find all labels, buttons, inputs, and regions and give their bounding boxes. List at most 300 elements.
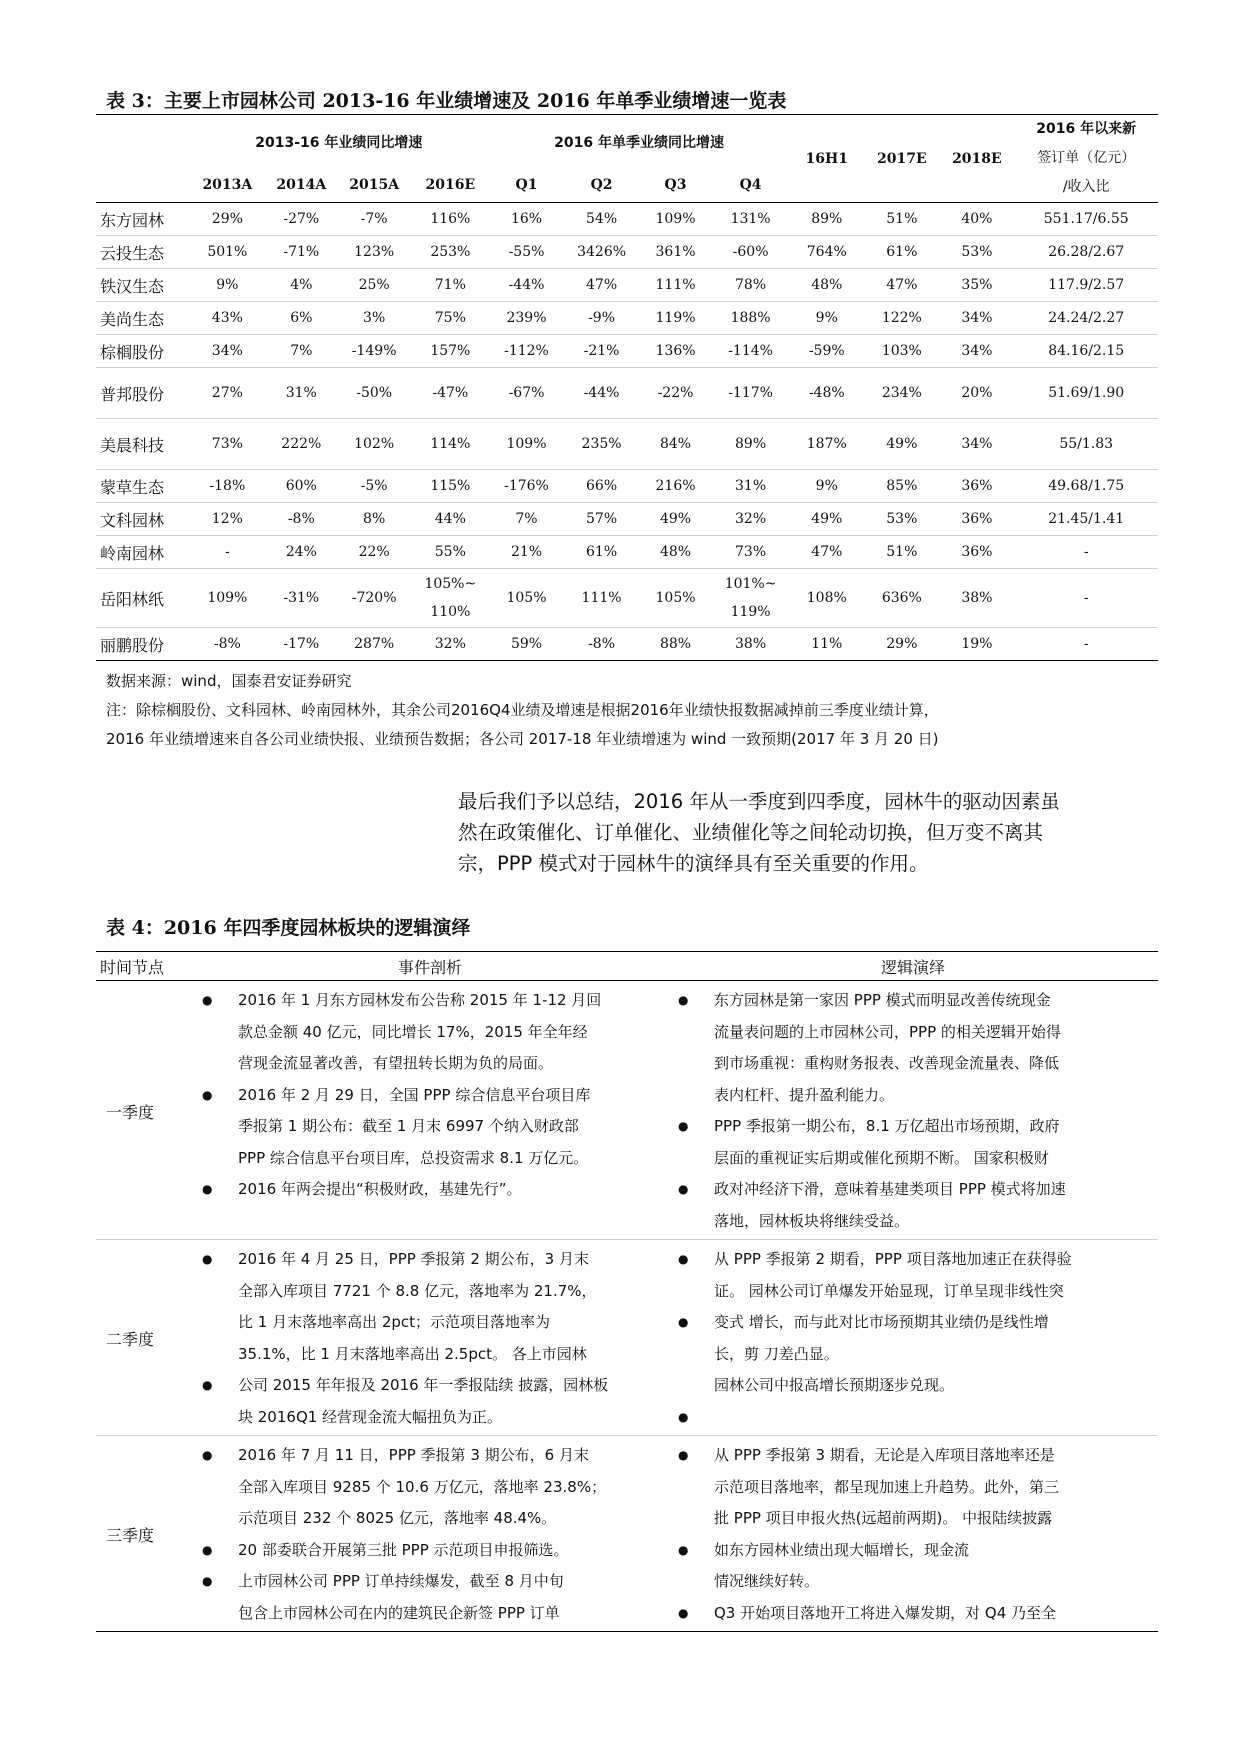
table-cell: -114% (712, 335, 789, 368)
list-item-text: 证。 园林公司订单爆发开始显现，订单呈现非线性突 (714, 1281, 1064, 1300)
table-cell: -21% (564, 335, 639, 368)
list-item (192, 1535, 668, 1567)
table-cell: 34% (189, 335, 266, 368)
table-row (96, 203, 1158, 236)
bullet-icon: ● (678, 1182, 689, 1196)
list-item (668, 1370, 1158, 1402)
table-cell: 60% (266, 470, 337, 503)
header-quarter-group: 2016 年单季业绩同比增速 (489, 115, 789, 169)
table-cell: 25% (337, 269, 412, 302)
list-item (668, 1080, 1158, 1112)
header-2013a: 2013A (189, 169, 266, 203)
table-cell: 48% (639, 536, 712, 569)
list-item-text: 2016 年 1 月东方园林发布公告称 2015 年 1-12 月回 (238, 991, 602, 1009)
header-events: 事件剖析 (192, 952, 668, 981)
list-item (668, 1472, 1158, 1504)
company-name: 棕榈股份 (96, 335, 189, 368)
list-item-text: 营现金流显著改善，有望扭转长期为负的局面。 (238, 1054, 554, 1072)
bullet-list (668, 1244, 1158, 1433)
table-row (96, 981, 1158, 1240)
table-cell (712, 569, 789, 628)
table-cell: 38% (712, 628, 789, 661)
list-item (192, 1174, 668, 1206)
table-cell: 187% (789, 419, 864, 470)
table-cell: 3% (337, 302, 412, 335)
table4 (96, 951, 1158, 1632)
list-item-text: 款总金额 40 亿元，同比增长 17%，2015 年全年经 (238, 1022, 588, 1041)
table-cell (412, 569, 489, 628)
table-row (96, 419, 1158, 470)
table-cell: 109% (489, 419, 564, 470)
table-cell: - (1014, 628, 1158, 661)
list-item-text: 政对冲经济下滑，意味着基建类项目 PPP 模式将加速 (714, 1180, 1066, 1198)
list-item-text: 2016 年 4 月 25 日，PPP 季报第 2 期公布，3 月末 (238, 1250, 589, 1268)
table-cell: -60% (712, 236, 789, 269)
table-cell-line: 119% (730, 604, 771, 620)
table-cell: 38% (939, 569, 1014, 628)
table-cell: 4% (266, 269, 337, 302)
list-item-text: 到市场重视：重构财务报表、改善现金流量表、降低 (714, 1054, 1060, 1072)
list-item-text: 层面的重视证实后期或催化预期不断。 国家积极财 (714, 1148, 1049, 1167)
table-cell: 20% (939, 368, 1014, 419)
table-cell: 131% (712, 203, 789, 236)
table-cell: 51.69/1.90 (1014, 368, 1158, 419)
list-item-text: 块 2016Q1 经营现金流大幅扭负为正。 (238, 1407, 503, 1426)
table-row (96, 269, 1158, 302)
list-item (192, 1370, 668, 1402)
table-cell: 3426% (564, 236, 639, 269)
table-cell: 31% (712, 470, 789, 503)
list-item-text: 落地，园林板块将继续受益。 (714, 1211, 910, 1230)
table-cell: -27% (266, 203, 337, 236)
list-item (192, 1276, 668, 1308)
table-cell: 6% (266, 302, 337, 335)
table-cell: -176% (489, 470, 564, 503)
events-cell (192, 1240, 668, 1436)
table-cell: 115% (412, 470, 489, 503)
table-cell: - (1014, 536, 1158, 569)
table-cell: 188% (712, 302, 789, 335)
list-item (192, 1440, 668, 1472)
table-cell: 36% (939, 536, 1014, 569)
table-cell: - (189, 536, 266, 569)
table-cell: 22% (337, 536, 412, 569)
table-cell: 9% (789, 302, 864, 335)
table-cell: 53% (939, 236, 1014, 269)
table-cell: 55/1.83 (1014, 419, 1158, 470)
list-item (668, 1276, 1158, 1308)
list-item (192, 985, 668, 1017)
list-item-text: 流量表问题的上市园林公司，PPP 的相关逻辑开始得 (714, 1022, 1061, 1041)
list-item-text: 季报第 1 期公布：截至 1 月末 6997 个纳入财政部 (238, 1117, 579, 1135)
table-cell: 24% (266, 536, 337, 569)
table-cell: 114% (412, 419, 489, 470)
table-cell: 109% (189, 569, 266, 628)
table-row (96, 368, 1158, 419)
table-cell: 157% (412, 335, 489, 368)
list-item-text: 东方园林是第一家因 PPP 模式而明显改善传统现金 (714, 991, 1051, 1009)
table-cell: 53% (864, 503, 939, 536)
table-cell-line: 105%~ (424, 576, 477, 592)
bullet-list (668, 1440, 1158, 1629)
summary-paragraph (458, 786, 1158, 879)
table-cell: 78% (712, 269, 789, 302)
table-cell: -71% (266, 236, 337, 269)
header-2017e: 2017E (864, 115, 939, 203)
table-cell: 89% (789, 203, 864, 236)
header-orders-line2: 签订单（亿元） (1037, 150, 1136, 166)
header-logic: 逻辑演绎 (668, 952, 1158, 981)
company-name: 岳阳林纸 (96, 569, 189, 628)
list-item-text: 示范项目 232 个 8025 亿元，落地率 48.4%。 (238, 1509, 557, 1527)
table-cell: 9% (789, 470, 864, 503)
logic-cell (668, 1436, 1158, 1632)
table-cell: 287% (337, 628, 412, 661)
bullet-list (192, 1244, 668, 1433)
table-cell: 75% (412, 302, 489, 335)
company-name: 丽鹏股份 (96, 628, 189, 661)
company-name: 铁汉生态 (96, 269, 189, 302)
source-note: 数据来源：wind，国泰君安证券研究 (106, 672, 352, 690)
list-item (192, 1402, 668, 1434)
bullet-icon: ● (202, 1574, 213, 1588)
table-cell: 43% (189, 302, 266, 335)
list-item (668, 1244, 1158, 1276)
table-cell: -22% (639, 368, 712, 419)
table-cell: 55% (412, 536, 489, 569)
table-cell: 84.16/2.15 (1014, 335, 1158, 368)
company-name: 美晨科技 (96, 419, 189, 470)
table-cell: -8% (189, 628, 266, 661)
list-item (192, 1143, 668, 1175)
table-cell: 109% (639, 203, 712, 236)
list-item (668, 1503, 1158, 1535)
list-item-text: 全部入库项目 7721 个 8.8 亿元，落地率为 21.7%， (238, 1281, 597, 1300)
list-item (668, 1402, 1158, 1434)
table-cell: 88% (639, 628, 712, 661)
list-item (192, 1048, 668, 1080)
table-cell: 51% (864, 536, 939, 569)
list-item (668, 1566, 1158, 1598)
header-orders (1014, 115, 1158, 203)
company-name: 蒙草生态 (96, 470, 189, 503)
list-item (668, 1535, 1158, 1567)
table-cell: 8% (337, 503, 412, 536)
table-cell: 29% (189, 203, 266, 236)
table4-caption: 表 4：2016 年四季度园林板块的逻辑演绎 (106, 917, 471, 939)
logic-cell (668, 1240, 1158, 1436)
table-cell: 61% (864, 236, 939, 269)
table-cell: 47% (564, 269, 639, 302)
list-item-text: 全部入库项目 9285 个 10.6 万亿元，落地率 23.8%； (238, 1477, 607, 1496)
bullet-list (192, 1440, 668, 1629)
table-cell: -8% (266, 503, 337, 536)
table-row (96, 503, 1158, 536)
table-cell: 49.68/1.75 (1014, 470, 1158, 503)
company-name: 文科园林 (96, 503, 189, 536)
list-item (192, 1472, 668, 1504)
table-cell: 111% (639, 269, 712, 302)
table3-body (96, 203, 1158, 661)
table-cell: -48% (789, 368, 864, 419)
table-cell: 47% (864, 269, 939, 302)
header-q1: Q1 (489, 169, 564, 203)
list-item-text: 2016 年 2 月 29 日，全国 PPP 综合信息平台项目库 (238, 1085, 591, 1104)
table-cell: - (1014, 569, 1158, 628)
table-cell: 123% (337, 236, 412, 269)
list-item-text: 情况继续好转。 (714, 1572, 820, 1590)
table-row (96, 470, 1158, 503)
table-cell: 16% (489, 203, 564, 236)
list-item-text: 35.1%，比 1 月末落地率高出 2.5pct。 各上市园林 (238, 1344, 587, 1363)
company-name: 岭南园林 (96, 536, 189, 569)
table-cell: 21% (489, 536, 564, 569)
list-item-text: 批 PPP 项目申报火热(远超前两期)。 中报陆续披露 (714, 1509, 1053, 1527)
header-annual-group: 2013-16 年业绩同比增速 (189, 115, 489, 169)
list-item (668, 1017, 1158, 1049)
header-orders-line1: 2016 年以来新 (1036, 121, 1137, 137)
table-cell: -8% (564, 628, 639, 661)
header-q2: Q2 (564, 169, 639, 203)
table-cell: -55% (489, 236, 564, 269)
table-cell: -44% (489, 269, 564, 302)
bullet-icon: ● (678, 1252, 689, 1266)
header-time: 时间节点 (96, 952, 192, 981)
table-cell: -47% (412, 368, 489, 419)
table-cell: 7% (489, 503, 564, 536)
list-item (192, 1339, 668, 1371)
table-cell: 31% (266, 368, 337, 419)
table-cell: 44% (412, 503, 489, 536)
table-cell: 40% (939, 203, 1014, 236)
header-2016e: 2016E (412, 169, 489, 203)
table-cell: 59% (489, 628, 564, 661)
bullet-icon: ● (678, 1605, 689, 1620)
bullet-icon: ● (202, 1252, 213, 1266)
quarter-label: 三季度 (96, 1436, 192, 1632)
list-item-text: 表内杠杆、提升盈利能力。 (714, 1085, 895, 1104)
table3 (96, 114, 1158, 661)
table4-body (96, 981, 1158, 1632)
company-name: 云投生态 (96, 236, 189, 269)
table-cell: 73% (189, 419, 266, 470)
table-cell: 253% (412, 236, 489, 269)
table-cell: 49% (789, 503, 864, 536)
list-item-text: 从 PPP 季报第 2 期看，PPP 项目落地加速正在获得验 (714, 1250, 1072, 1268)
table-row (96, 302, 1158, 335)
table-cell-line: 101%~ (724, 576, 777, 592)
table-cell: -9% (564, 302, 639, 335)
bullet-icon: ● (678, 993, 689, 1007)
events-cell (192, 1436, 668, 1632)
header-q3: Q3 (639, 169, 712, 203)
list-item (668, 1143, 1158, 1175)
list-item-text: 上市园林公司 PPP 订单持续爆发，截至 8 月中旬 (238, 1572, 564, 1590)
list-item-text: 从 PPP 季报第 3 期看，无论是入库项目落地率还是 (714, 1446, 1055, 1464)
table-cell: 235% (564, 419, 639, 470)
list-item (668, 1307, 1158, 1339)
table-cell: 764% (789, 236, 864, 269)
table-cell: -44% (564, 368, 639, 419)
list-item (192, 1566, 668, 1598)
table3-corner (96, 115, 189, 203)
table-cell: 551.17/6.55 (1014, 203, 1158, 236)
list-item (668, 1339, 1158, 1371)
table-cell: 105% (489, 569, 564, 628)
table-cell: 35% (939, 269, 1014, 302)
bullet-list (192, 985, 668, 1206)
table-cell: 71% (412, 269, 489, 302)
bullet-icon: ● (678, 1409, 689, 1424)
table-cell: 49% (639, 503, 712, 536)
table-cell: 105% (639, 569, 712, 628)
table-cell: -117% (712, 368, 789, 419)
bullet-icon: ● (678, 1542, 689, 1557)
list-item-text: 长，剪 刀差凸显。 (714, 1344, 839, 1363)
table3-notes (106, 667, 939, 754)
header-16h1: 16H1 (789, 115, 864, 203)
table-cell: 7% (266, 335, 337, 368)
bullet-icon: ● (678, 1448, 689, 1462)
header-2018e: 2018E (939, 115, 1014, 203)
footnote-line-1: 注：除棕榈股份、文科园林、岭南园林外，其余公司2016Q4业绩及增速是根据2016年业绩快报数据减掉前三季度业绩计算， (106, 701, 939, 719)
table-cell: -50% (337, 368, 412, 419)
header-q4: Q4 (712, 169, 789, 203)
footnote-line-2: 2016 年业绩增速来自各公司业绩快报、业绩预告数据；各公司 2017-18 年业绩增速为 wind 一致预期(2017 年 3 月 20 日) (106, 730, 939, 748)
quarter-label: 二季度 (96, 1240, 192, 1436)
list-item (668, 1048, 1158, 1080)
list-item-text: 如东方园林业绩出现大幅增长，现金流 (714, 1540, 970, 1559)
table-cell: 34% (939, 302, 1014, 335)
table-cell: 29% (864, 628, 939, 661)
table-cell: 102% (337, 419, 412, 470)
list-item (668, 1598, 1158, 1630)
table-cell: 122% (864, 302, 939, 335)
bullet-icon: ● (202, 993, 213, 1007)
table-row (96, 536, 1158, 569)
table-cell: 108% (789, 569, 864, 628)
table-cell: 12% (189, 503, 266, 536)
table-cell: 54% (564, 203, 639, 236)
table-cell: 85% (864, 470, 939, 503)
table-cell: 47% (789, 536, 864, 569)
events-cell (192, 981, 668, 1240)
table-cell: 216% (639, 470, 712, 503)
summary-line-1: 最后我们予以总结，2016 年从一季度到四季度，园林牛的驱动因素虽 (458, 790, 1060, 813)
table-cell: 34% (939, 335, 1014, 368)
header-2015a: 2015A (337, 169, 412, 203)
list-item (668, 1440, 1158, 1472)
table-row (96, 1240, 1158, 1436)
table-row (96, 569, 1158, 628)
table-cell: -112% (489, 335, 564, 368)
company-name: 东方园林 (96, 203, 189, 236)
list-item (192, 1503, 668, 1535)
table-row (96, 1436, 1158, 1632)
table-cell: 636% (864, 569, 939, 628)
table-cell: 117.9/2.57 (1014, 269, 1158, 302)
list-item-text: 2016 年两会提出“积极财政，基建先行”。 (238, 1180, 522, 1198)
table-cell: 11% (789, 628, 864, 661)
list-item (668, 1111, 1158, 1143)
table-cell: -7% (337, 203, 412, 236)
table-cell: 84% (639, 419, 712, 470)
table-cell: 36% (939, 470, 1014, 503)
table-cell: 361% (639, 236, 712, 269)
list-item-text: 包含上市园林公司在内的建筑民企新签 PPP 订单 (238, 1603, 560, 1622)
bullet-icon: ● (678, 1119, 689, 1133)
bullet-list (668, 985, 1158, 1237)
list-item-text: 20 部委联合开展第三批 PPP 示范项目申报筛选。 (238, 1540, 569, 1559)
table-cell: -18% (189, 470, 266, 503)
table-cell: 103% (864, 335, 939, 368)
table-cell: 57% (564, 503, 639, 536)
list-item (192, 1080, 668, 1112)
table-cell: -720% (337, 569, 412, 628)
table-cell: -149% (337, 335, 412, 368)
table-cell: 116% (412, 203, 489, 236)
list-item (192, 1307, 668, 1339)
table-cell: -31% (266, 569, 337, 628)
list-item-text: 示范项目落地率，都呈现加速上升趋势。此外，第三 (714, 1477, 1060, 1496)
list-item-text: 园林公司中报高增长预期逐步兑现。 (714, 1376, 955, 1394)
bullet-icon: ● (202, 1378, 213, 1392)
list-item-text: PPP 综合信息平台项目库，总投资需求 8.1 万亿元。 (238, 1148, 589, 1167)
table-cell: 36% (939, 503, 1014, 536)
bullet-icon: ● (202, 1448, 213, 1462)
summary-line-2: 然在政策催化、订单催化、业绩催化等之间轮动切换，但万变不离其 (458, 821, 1044, 844)
list-item (192, 1017, 668, 1049)
list-item (668, 1206, 1158, 1238)
table-cell: 89% (712, 419, 789, 470)
list-item-text: 比 1 月末落地率高出 2pct；示范项目落地率为 (238, 1313, 551, 1331)
list-item (668, 1174, 1158, 1206)
table-cell: 222% (266, 419, 337, 470)
list-item (192, 1244, 668, 1276)
logic-cell (668, 981, 1158, 1240)
list-item (192, 1111, 668, 1143)
table-cell: 32% (712, 503, 789, 536)
table-cell: 51% (864, 203, 939, 236)
bullet-icon: ● (202, 1182, 213, 1196)
table-cell: -17% (266, 628, 337, 661)
table-cell: 32% (412, 628, 489, 661)
company-name: 美尚生态 (96, 302, 189, 335)
table-cell: 73% (712, 536, 789, 569)
bullet-icon: ● (202, 1542, 213, 1557)
quarter-label: 一季度 (96, 981, 192, 1240)
header-2014a: 2014A (266, 169, 337, 203)
table-cell: 111% (564, 569, 639, 628)
table-cell: 21.45/1.41 (1014, 503, 1158, 536)
list-item-text: PPP 季报第一期公布，8.1 万亿超出市场预期，政府 (714, 1117, 1060, 1135)
table-cell: -67% (489, 368, 564, 419)
list-item-text: 公司 2015 年年报及 2016 年一季报陆续 披露，园林板 (238, 1376, 609, 1394)
list-item-text: Q3 开始项目落地开工将进入爆发期，对 Q4 乃至全 (714, 1603, 1057, 1622)
bullet-icon: ● (678, 1315, 689, 1329)
table-cell: 34% (939, 419, 1014, 470)
table-row (96, 335, 1158, 368)
table-row (96, 628, 1158, 661)
table3-caption: 表 3：主要上市园林公司 2013-16 年业绩增速及 2016 年单季业绩增速一览表 (106, 90, 787, 112)
table-cell: 9% (189, 269, 266, 302)
table-row (96, 236, 1158, 269)
table-cell: 27% (189, 368, 266, 419)
table-cell: 136% (639, 335, 712, 368)
table-cell-line: 110% (430, 604, 471, 620)
table-cell: 66% (564, 470, 639, 503)
table-cell: -5% (337, 470, 412, 503)
